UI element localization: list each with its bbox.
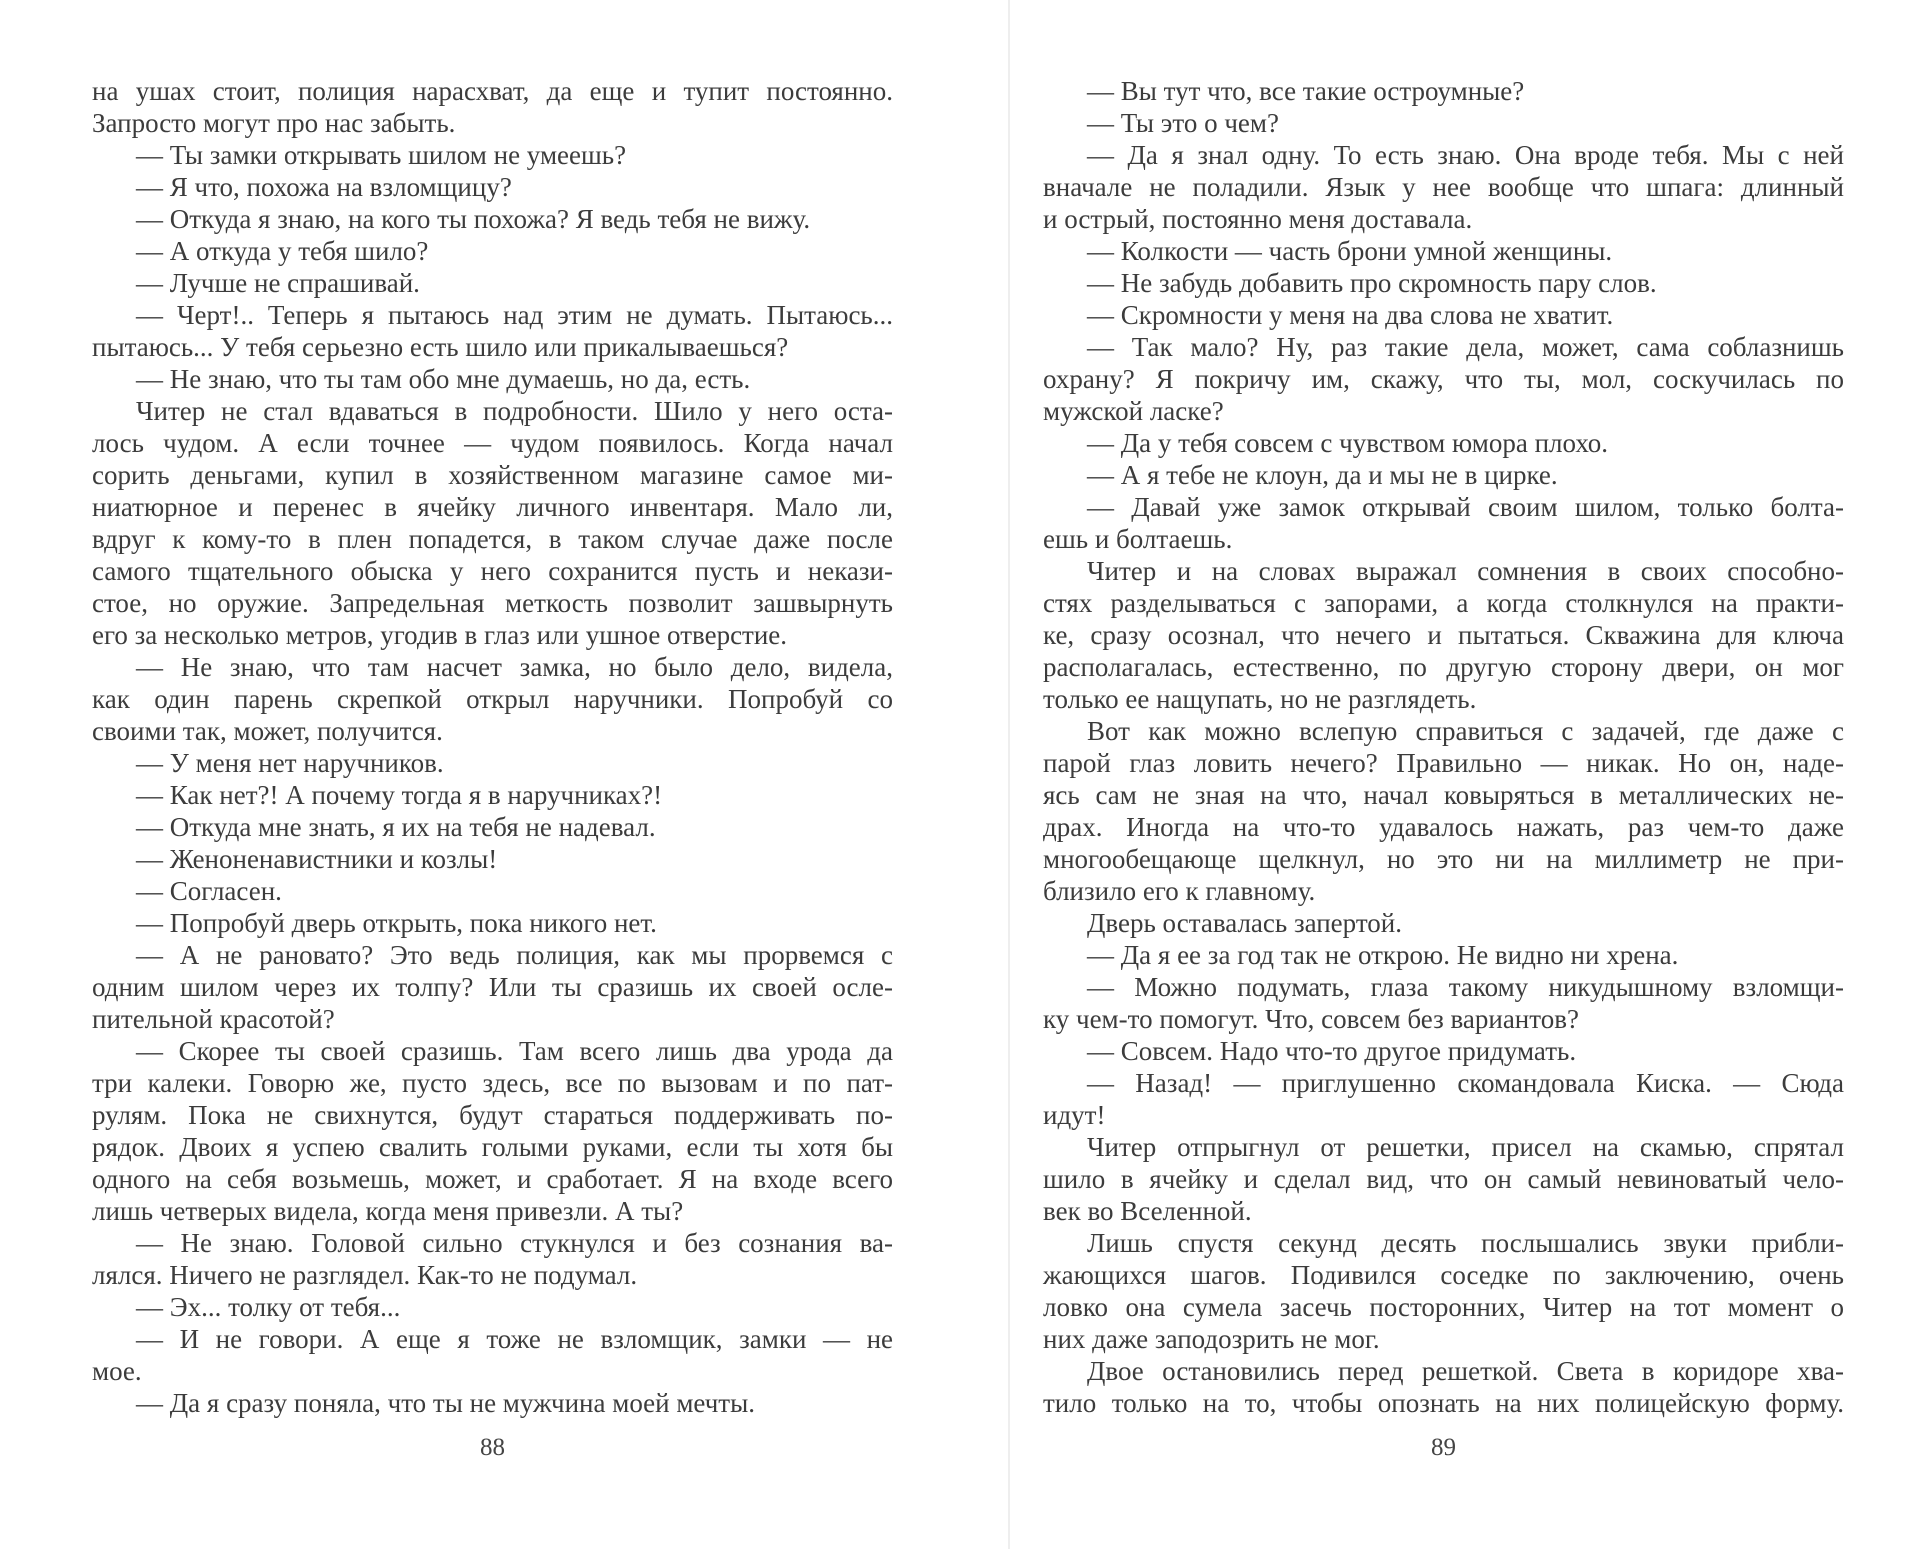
text-line: — Можно подумать, глаза такому никудышному взломщи- — [1087, 972, 1844, 1002]
text-line: тило только на то, чтобы опознать на них полицейскую форму. — [1043, 1388, 1844, 1418]
text-line: пытаюсь... У тебя серьезно есть шило или прикалываешься? — [92, 332, 789, 362]
text-line: — Не знаю. Головой сильно стукнулся и без сознания ва- — [136, 1228, 893, 1258]
text-line: — Назад! — приглушенно скомандовала Киска. — Сюда — [1087, 1068, 1844, 1098]
text-line: лось чудом. А если точнее — чудом появилось. Когда начал — [92, 428, 893, 458]
text-line: сорить деньгами, купил в хозяйственном магазине самое ми- — [92, 460, 893, 490]
text-line: — Ты это о чем? — [1087, 108, 1279, 138]
text-line: — Колкости — часть брони умной женщины. — [1087, 236, 1613, 266]
text-line: как один парень скрепкой открыл наручники. Попробуй со — [92, 684, 893, 714]
text-line: идут! — [1043, 1100, 1106, 1130]
text-line: ниатюрное и перенес в ячейку личного инвентаря. Мало ли, — [92, 492, 893, 522]
text-line: вначале не поладили. Язык у нее вообще что шпага: длинный — [1043, 172, 1844, 202]
text-line: драх. Иногда на что-то удавалось нажать, раз чем-то даже — [1043, 812, 1844, 842]
book-gutter — [1008, 0, 1010, 1549]
text-line: — Скорее ты своей сразишь. Там всего лишь два урода да — [136, 1036, 893, 1066]
text-line: — У меня нет наручников. — [136, 748, 444, 778]
text-line: — Попробуй дверь открыть, пока никого нет. — [136, 908, 657, 938]
text-line: — Как нет?! А почему тогда я в наручниках?! — [136, 780, 663, 810]
text-line: — Давай уже замок открывай своим шилом, только болта- — [1087, 492, 1844, 522]
text-line: — Женоненавистники и козлы! — [136, 844, 498, 874]
text-line: стое, но оружие. Запредельная меткость позволит зашвырнуть — [92, 588, 893, 618]
text-line: Читер отпрыгнул от решетки, присел на скамью, спрятал — [1087, 1132, 1844, 1162]
text-line: ловко она сумела засечь посторонних, Читер на тот момент о — [1043, 1292, 1844, 1322]
text-line: пительной красотой? — [92, 1004, 335, 1034]
text-line: — А не рановато? Это ведь полиция, как мы прорвемся с — [136, 940, 893, 970]
text-line: них даже заподозрить не мог. — [1043, 1324, 1380, 1354]
text-line: — Не знаю, что там насчет замка, но было дело, видела, — [136, 652, 893, 682]
text-line: — Да у тебя совсем с чувством юмора плохо. — [1087, 428, 1609, 458]
text-line: ешь и болтаешь. — [1043, 524, 1233, 554]
text-line: — Не знаю, что ты там обо мне думаешь, но да, есть. — [136, 364, 751, 394]
text-line: только ее нащупать, но не разглядеть. — [1043, 684, 1477, 714]
text-line: лишь четверых видела, когда меня привезли. А ты? — [92, 1196, 684, 1226]
text-line: — Откуда мне знать, я их на тебя не надевал. — [136, 812, 656, 842]
text-line: на ушах стоит, полиция нарасхват, да еще и тупит постоянно. — [92, 76, 893, 106]
text-line: многообещающе щелкнул, но это ни на миллиметр не при- — [1043, 844, 1844, 874]
text-line: — Черт!.. Теперь я пытаюсь над этим не думать. Пытаюсь... — [136, 300, 893, 330]
text-line: ясь сам не зная на что, начал ковыряться в металлических не- — [1043, 780, 1844, 810]
text-line: Лишь спустя секунд десять послышались звуки прибли- — [1087, 1228, 1844, 1258]
text-line: ке, сразу осознал, что нечего и пытаться. Скважина для ключа — [1043, 620, 1844, 650]
text-line: и острый, постоянно меня доставала. — [1043, 204, 1473, 234]
text-line: близило его к главному. — [1043, 876, 1316, 906]
text-line: вдруг к кому-то в плен попадется, в таком случае даже после — [92, 524, 893, 554]
text-line: шило в ячейку и сделал вид, что он самый невиноватый чело- — [1043, 1164, 1844, 1194]
text-line: охрану? Я покричу им, скажу, что ты, мол, соскучилась по — [1043, 364, 1844, 394]
text-line: лялся. Ничего не разглядел. Как-то не подумал. — [92, 1260, 638, 1290]
text-line: рядок. Двоих я успею свалить голыми руками, если ты хотя бы — [92, 1132, 893, 1162]
text-line: — Эх... толку от тебя... — [136, 1292, 401, 1322]
text-line: — Скромности у меня на два слова не хватит. — [1087, 300, 1614, 330]
text-line: самого тщательного обыска у него сохранится пусть и некази- — [92, 556, 893, 586]
text-line: три калеки. Говорю же, пусто здесь, все по вызовам и по пат- — [92, 1068, 893, 1098]
text-line: Двое остановились перед решеткой. Света в коридоре хва- — [1087, 1356, 1844, 1386]
text-line: — А я тебе не клоун, да и мы не в цирке. — [1087, 460, 1558, 490]
text-line: век во Вселенной. — [1043, 1196, 1252, 1226]
text-line: — Не забудь добавить про скромность пару слов. — [1087, 268, 1657, 298]
text-line: располагалась, естественно, по другую сторону двери, он мог — [1043, 652, 1844, 682]
text-line: — Да я знал одну. То есть знаю. Она вроде тебя. Мы с ней — [1087, 140, 1844, 170]
text-line: — А откуда у тебя шило? — [136, 236, 429, 266]
text-line: — Да я ее за год так не открою. Не видно ни хрена. — [1087, 940, 1679, 970]
text-line: — Вы тут что, все такие остроумные? — [1087, 76, 1525, 106]
text-line: — Я что, похожа на взломщицу? — [136, 172, 512, 202]
text-line: — Согласен. — [136, 876, 282, 906]
page-number: 88 — [480, 1434, 505, 1461]
page-number: 89 — [1431, 1434, 1456, 1461]
text-line: — И не говори. А еще я тоже не взломщик, замки — не — [136, 1324, 893, 1354]
text-line: его за несколько метров, угодив в глаз или ушное отверстие. — [92, 620, 788, 650]
text-line: мужской ласке? — [1043, 396, 1224, 426]
text-line: Читер не стал вдаваться в подробности. Шило у него оста- — [136, 396, 893, 426]
text-line: Вот как можно вслепую справиться с задачей, где даже с — [1087, 716, 1844, 746]
text-line: — Так мало? Ну, раз такие дела, может, сама соблазнишь — [1087, 332, 1844, 362]
text-line: Читер и на словах выражал сомнения в своих способно- — [1087, 556, 1844, 586]
text-line: Дверь оставалась запертой. — [1087, 908, 1402, 938]
text-line: мое. — [92, 1356, 142, 1386]
text-line: рулям. Пока не свихнутся, будут стараться поддерживать по- — [92, 1100, 893, 1130]
text-line: — Да я сразу поняла, что ты не мужчина моей мечты. — [136, 1388, 755, 1418]
text-line: — Ты замки открывать шилом не умеешь? — [136, 140, 627, 170]
text-line: парой глаз ловить нечего? Правильно — никак. Но он, наде- — [1043, 748, 1844, 778]
text-line: стях разделываться с запорами, а когда столкнулся на практи- — [1043, 588, 1844, 618]
text-line: жающихся шагов. Подивился соседке по заключению, очень — [1043, 1260, 1844, 1290]
text-line: Запросто могут про нас забыть. — [92, 108, 456, 138]
text-line: ку чем-то помогут. Что, совсем без вариантов? — [1043, 1004, 1579, 1034]
text-line: — Лучше не спрашивай. — [136, 268, 420, 298]
text-line: своими так, может, получится. — [92, 716, 443, 746]
text-line: одним шилом через их толпу? Или ты сразишь их своей осле- — [92, 972, 893, 1002]
text-line: — Совсем. Надо что-то другое придумать. — [1087, 1036, 1577, 1066]
text-line: — Откуда я знаю, на кого ты похожа? Я ведь тебя не вижу. — [136, 204, 811, 234]
text-line: одного на себя возьмешь, может, и сработает. Я на входе всего — [92, 1164, 893, 1194]
